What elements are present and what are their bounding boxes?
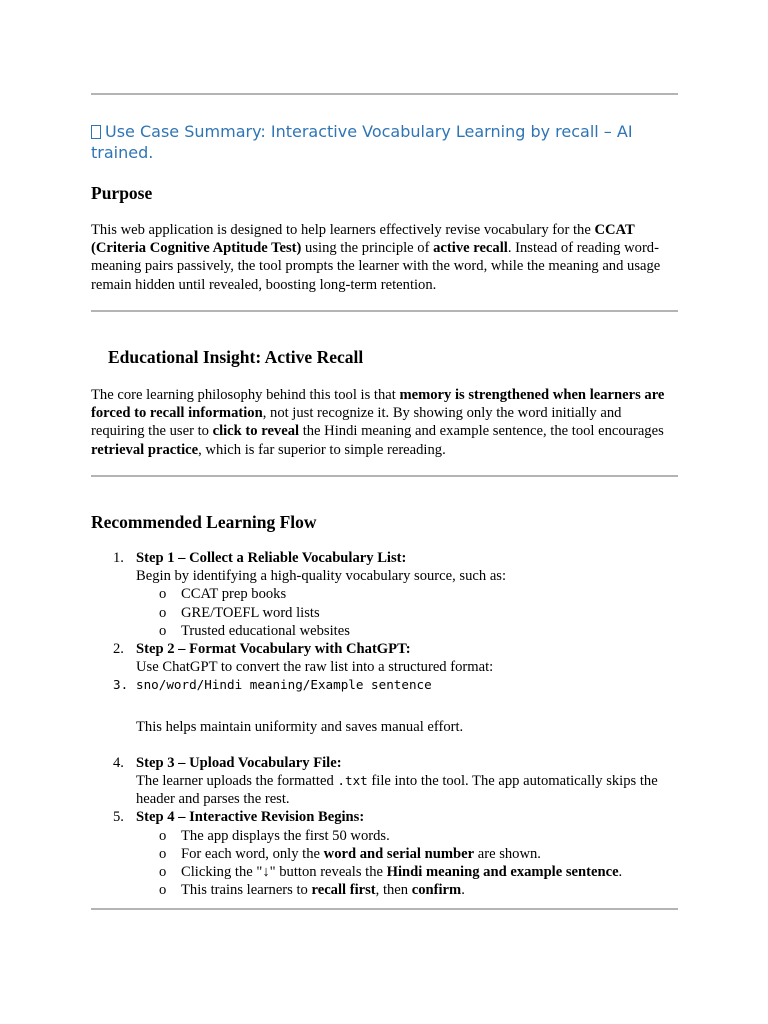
- list-item: 3. sno/word/Hindi meaning/Example sentence This helps maintain uniformity and saves manual effort.: [113, 677, 464, 735]
- list-item: o CCAT prep books: [159, 586, 287, 603]
- learning-flow-list: [91, 549, 678, 899]
- file-extension-code: .txt: [337, 773, 368, 789]
- list-item: o For each word, only the word and serial number are shown.: [159, 845, 541, 862]
- step-title: Step 3 – Upload Vocabulary File:: [136, 754, 342, 771]
- divider: [91, 93, 678, 95]
- list-item: 2. Step 2 – Format Vocabulary with ChatGPT: Use ChatGPT to convert the raw list into a structured format:: [113, 641, 494, 676]
- list-item: o GRE/TOEFL word lists: [159, 604, 320, 621]
- missing-glyph-icon: [91, 125, 101, 139]
- purpose-paragraph: This web application is designed to help learners effectively revise vocabulary for the CCAT (Criteria Cognitive Aptitude Test) using the principle of active recall. Instead of reading word-meaning pairs passively, the tool prompts the learner with the word, while the meaning and usage remain hidden until revealed, boosting long-term retention.: [91, 222, 661, 293]
- list-item: o Clicking the "↓" button reveals the Hindi meaning and example sentence.: [159, 864, 623, 881]
- list-item: o Trusted educational websites: [159, 622, 350, 639]
- list-item: o This trains learners to recall first, then confirm.: [159, 882, 465, 899]
- list-item: 1. Step 1 – Collect a Reliable Vocabulary List: Begin by identifying a high-quality vocabulary source, such as: o CCAT prep books o GRE/TOEFL word lists o Trusted educational websites: [91, 549, 678, 640]
- divider: [91, 908, 678, 910]
- purpose-heading: Purpose: [91, 183, 153, 203]
- source-list: [136, 585, 678, 640]
- insight-paragraph: The core learning philosophy behind this tool is that memory is strengthened when learners are forced to recall information, not just recognize it. By showing only the word initially and requiring the user to click to reveal the Hindi meaning and example sentence, the tool encourages retrieval practice, which is far superior to simple rereading.: [91, 387, 665, 458]
- step-title: Step 1 – Collect a Reliable Vocabulary List:: [136, 550, 407, 566]
- page-title: [91, 121, 678, 163]
- step-title: Step 4 – Interactive Revision Begins:: [136, 809, 365, 826]
- format-code: sno/word/Hindi meaning/Example sentence: [136, 677, 432, 693]
- divider: [91, 310, 678, 312]
- list-item: 5. Step 4 – Interactive Revision Begins: o The app displays the first 50 words. o For each word, only the word and serial number are shown. o Clicking the "↓" button reveals the Hindi meaning and example sentence. o This trains learners to recall first, then confirm.: [91, 808, 678, 899]
- revision-list: [136, 827, 678, 900]
- step-title: Step 2 – Format Vocabulary with ChatGPT:: [136, 641, 411, 658]
- divider: [91, 475, 678, 477]
- flow-heading: Recommended Learning Flow: [91, 512, 317, 532]
- list-item: o The app displays the first 50 words.: [159, 827, 390, 844]
- list-item: 4. Step 3 – Upload Vocabulary File: The learner uploads the formatted .txt file into the tool. The app automatically skips the header and parses the rest.: [113, 754, 658, 808]
- insight-heading: Educational Insight: Active Recall: [108, 347, 364, 367]
- page-title-text: Use Case Summary: Interactive Vocabulary Learning by recall – AI trained.: [91, 122, 633, 162]
